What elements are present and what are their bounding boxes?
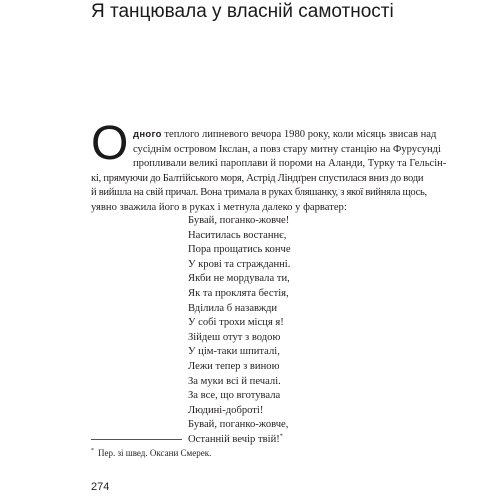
poem-line-text: Останній вечір твій! bbox=[188, 433, 280, 445]
poem-line: У крові та стражданні. bbox=[188, 258, 291, 270]
page-number: 274 bbox=[91, 481, 110, 493]
paragraph-line: сусіднім островом Ікслан, а повз стару митну станцію на Фурусунді bbox=[133, 143, 441, 155]
poem-line: Якби не мордувала ти, bbox=[188, 273, 290, 285]
paragraph-line bbox=[91, 128, 437, 143]
poem-line: За муки всі й печалі. bbox=[188, 375, 281, 387]
footnote-marker: * bbox=[91, 448, 94, 454]
poem-line: Наситилась востаннє, bbox=[188, 229, 287, 241]
paragraph-line: пропливали великі пароплави й пороми на Аланди, Турку та Гельсін- bbox=[133, 158, 447, 170]
poem-line: Бувай, поганко-жовче! bbox=[188, 215, 290, 226]
poem-line: У собі трохи місця я! bbox=[188, 317, 284, 329]
drop-cap: О bbox=[91, 117, 129, 170]
footnote-text: Пер. зі швед. Оксани Смерек. bbox=[98, 448, 212, 458]
footnote-reference: * bbox=[279, 433, 283, 440]
poem-line: Лежи тепер з виною bbox=[188, 360, 280, 372]
poem-line: Зійдеш отут з водою bbox=[188, 331, 281, 343]
dropcap-continuation: дного bbox=[133, 129, 162, 140]
poem-line: Пора прощатись конче bbox=[188, 244, 291, 256]
opening-paragraph bbox=[91, 128, 447, 216]
paragraph-line-text: теплого липневого вечора 1980 року, коли місяць звисав над bbox=[161, 129, 437, 140]
paragraph-line: й вийшла на свій причал. Вона тримала в руках бляшанку, з якої вийняла щось, bbox=[91, 187, 427, 199]
footnote bbox=[91, 447, 211, 459]
poem-line: Бувай, поганко-жовче, bbox=[188, 419, 289, 431]
footnote-divider bbox=[91, 439, 182, 440]
poem-line: Як та проклята бестія, bbox=[188, 287, 289, 299]
poem-line: У цім-таки шпиталі, bbox=[188, 346, 280, 358]
poem-line bbox=[188, 433, 291, 448]
poem-line: Людині-доброті! bbox=[188, 404, 264, 416]
paragraph-line: уявно зважила його в руках і метнула далеко у фарватер: bbox=[91, 201, 347, 213]
poem-line: За все, що вготувала bbox=[188, 390, 281, 402]
paragraph-line: кі, прямуючи до Балтійського моря, Астрід Ліндґрен спустилася вниз до води bbox=[91, 172, 424, 184]
poem-line: Вділила б назавжди bbox=[188, 302, 278, 314]
chapter-title: Я танцювала у власній самотності bbox=[91, 1, 394, 22]
poem bbox=[188, 214, 291, 448]
